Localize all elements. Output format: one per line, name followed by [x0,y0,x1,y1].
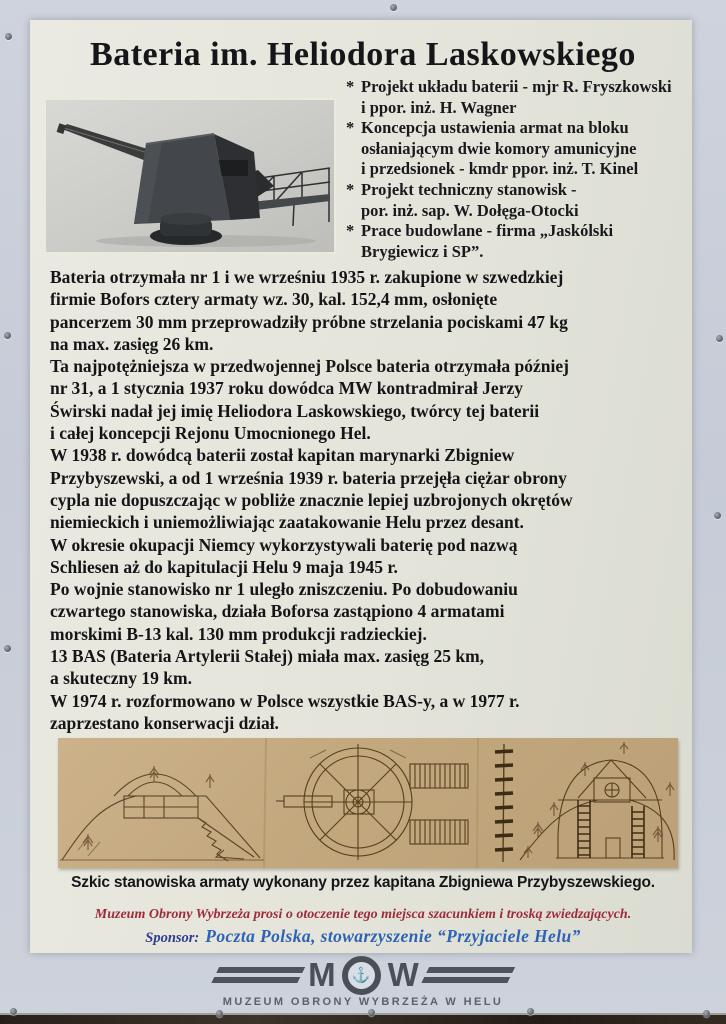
screw [4,332,11,339]
sponsor-label: Sponsor: [145,930,200,946]
text-line: niemieckich i uniemożliwiając zaatakowanie Helu przez desant. [50,512,524,533]
logo-subtitle: MUZEUM OBRONY WYBRZEŻA W HELU [222,996,504,1008]
screw [10,1008,17,1015]
credit-item: * Prace budowlane - firma „Jaskólski Brygiewicz i SP”. [346,221,614,261]
sketch-caption: Szkic stanowiska armaty wykonany przez kapitana Zbigniewa Przybyszewskiego. [71,874,655,891]
credits-list [346,77,698,262]
sponsor-name: Poczta Polska, stowarzyszenie “Przyjaciele Helu” [205,926,581,946]
screw [527,1008,534,1015]
bullet-asterisk: * [346,179,355,199]
text-line: Schliesen aż do kapitulacji Helu 9 maja 1945 r. [50,556,398,577]
sketch-strip [58,738,678,868]
page-title: Bateria im. Heliodora Laskowskiego [90,36,636,73]
logo-stripe-right [421,967,515,984]
bullet-asterisk: * [346,221,355,241]
screw [5,33,12,40]
text-line: a skuteczny 19 km. [50,668,192,689]
frame-bottom-edge [0,1015,726,1024]
text-line: na max. zasięg 26 km. [50,333,214,354]
screw [390,4,397,11]
museum-notice: Muzeum Obrony Wybrzeża prosi o otoczenie tego miejsca szacunkiem i troską zwiedzających. [94,907,632,922]
text-line: zaprzestano konserwacji dział. [50,712,279,733]
text-line: Ta najpotężniejsza w przedwojennej Polsce bateria otrzymała później [50,356,569,377]
mow-logo [0,958,726,1008]
screw [716,335,723,342]
bullet-asterisk: * [346,77,355,96]
text-line: Świrski nadał jej imię Heliodora Laskowskiego, twórcy tej baterii [50,400,540,421]
credit-item: * Koncepcja ustawienia armat na bloku osłaniającym dwie komory amunicyjne i przedsionek - kmdr ppor. inż. T. Kinel [346,118,639,179]
text-line: czwartego stanowiska, działa Boforsa zastąpiono 4 armatami [50,601,505,622]
text-line: i całej koncepcji Rejonu Umocnionego Hel. [50,423,371,444]
sponsor-line [40,926,686,947]
logo-stripe-left [211,967,305,984]
screw [216,1010,223,1017]
text-line: W 1974 r. rozformowano w Polsce wszystkie BAS-y, a w 1977 r. [50,690,520,711]
history-text [50,266,682,734]
screw [714,512,721,519]
screw [368,1009,375,1016]
anchor-icon: ⚓ [351,966,371,984]
text-line: cypla nie dopuszczając w pobliże znacznie lepiej uzbrojonych okrętów [50,489,573,510]
text-line: morskimi B-13 kal. 130 mm produkcji radzieckiej. [50,623,427,644]
text-line: nr 31, a 1 stycznia 1937 roku dowódca MW kontradmirał Jerzy [50,378,523,399]
logo-letter-w: W [387,956,418,993]
text-line: Przybyszewski, a od 1 września 1939 r. bateria przejęła ciężar obrony [50,467,567,488]
gun-photo [46,100,334,252]
text-line: pancerzem 30 mm przeprowadziły próbne strzelania pociskami 47 kg [50,311,568,332]
text-line: 13 BAS (Bateria Artylerii Stałej) miała max. zasięg 25 km, [50,646,485,667]
text-line: W 1938 r. dowódcą baterii został kapitan marynarki Zbigniew [50,445,515,466]
screw [4,645,11,652]
credit-item: * Projekt techniczny stanowisk - por. inż. sap. W. Dołęga-Otocki [346,179,579,220]
text-line: Po wojnie stanowisko nr 1 uległo zniszczeniu. Po dobudowaniu [50,579,518,600]
text-line: Bateria otrzymała nr 1 i we wrześniu 1935 r. zakupione w szwedzkiej [50,267,564,287]
text-line: W okresie okupacji Niemcy wykorzystywali baterię pod nazwą [50,534,518,555]
sketch-drawing [58,738,678,868]
credit-item: * Projekt układu baterii - mjr R. Fryszkowski i ppor. inż. H. Wagner [346,77,672,117]
logo-letter-m: M [308,956,335,993]
text-line: firmie Bofors cztery armaty wz. 30, kal. 152,4 mm, osłonięte [50,289,498,310]
gun-photo-image [46,100,334,252]
logo-emblem-ring [342,956,381,995]
screw [703,1010,710,1017]
bullet-asterisk: * [346,118,355,138]
